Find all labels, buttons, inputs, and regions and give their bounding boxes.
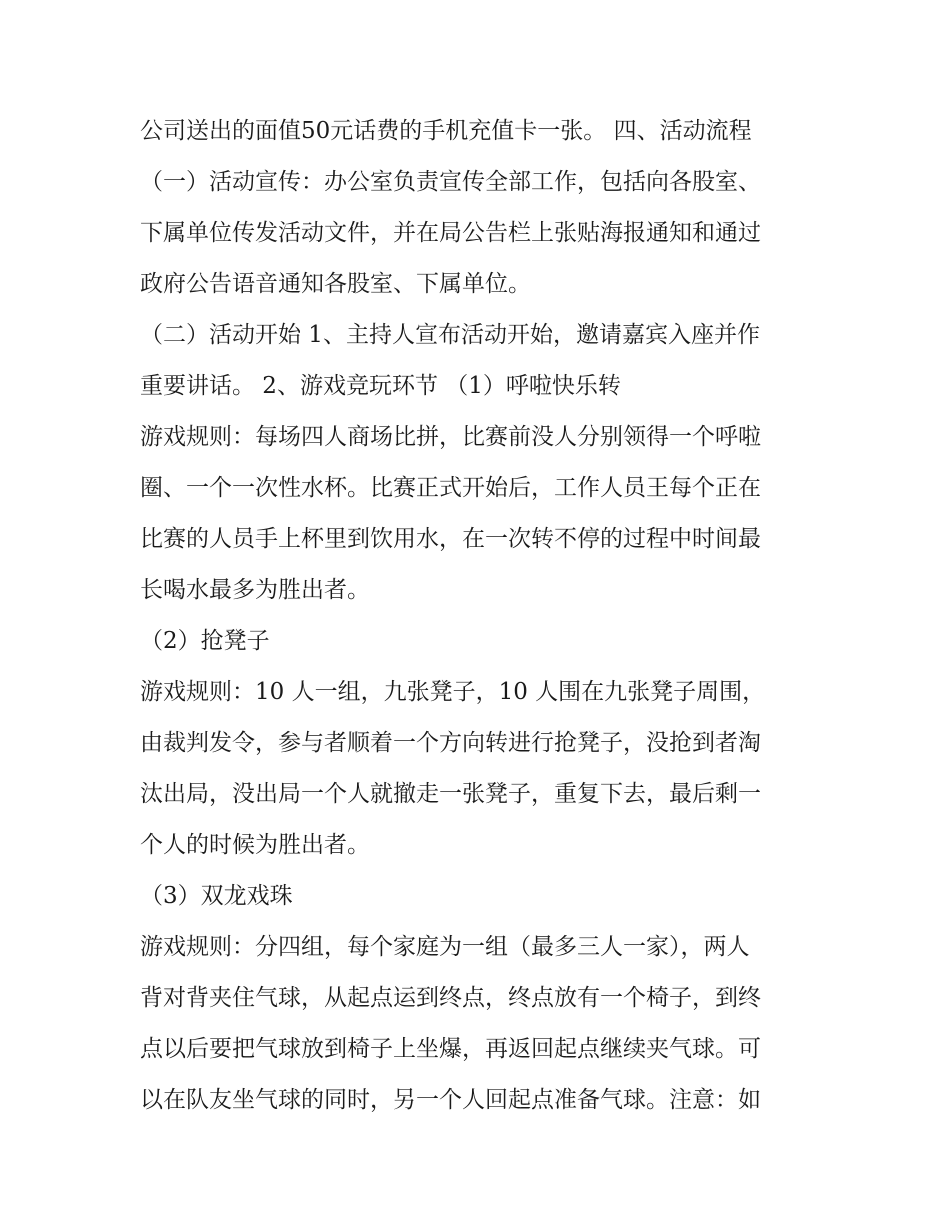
text-line: （一）活动宣传：办公室负责宣传全部工作，包括向各股室、 [140,169,761,195]
text-line: 汰出局，没出局一个人就撤走一张凳子，重复下去，最后剩一 [140,781,761,807]
text-line: 长喝水最多为胜出者。 [140,577,370,603]
text-line: 下属单位传发活动文件，并在局公告栏上张贴海报通知和通过 [140,220,761,246]
document-body [140,106,820,1126]
text-line: 政府公告语音通知各股室、下属单位。 [140,271,531,297]
text-line: 游戏规则：分四组，每个家庭为一组（最多三人一家），两人 [140,934,750,960]
text-line: 点以后要把气球放到椅子上坐爆，再返回起点继续夹气球。可 [140,1036,761,1062]
text-line: 公司送出的面值50元话费的手机充值卡一张。 四、活动流程 [140,118,752,144]
text-line: 游戏规则：每场四人商场比拼，比赛前没人分别领得一个呼啦 [140,424,761,450]
text-line: 圈、一个一次性水杯。比赛正式开始后，工作人员王每个正在 [140,475,761,501]
text-line: 以在队友坐气球的同时，另一个人回起点准备气球。注意：如 [140,1087,761,1113]
text-line: 游戏规则：10 人一组，九张凳子，10 人围在九张凳子周围， [140,679,766,705]
text-line: 比赛的人员手上杯里到饮用水，在一次转不停的过程中时间最 [140,526,761,552]
text-line: 个人的时候为胜出者。 [140,832,370,858]
text-line: （2）抢凳子 [140,628,270,654]
text-line: （3）双龙戏珠 [140,883,293,909]
text-line: 重要讲话。 2、游戏竞玩环节 （1）呼啦快乐转 [140,373,621,399]
text-line: 由裁判发令，参与者顺着一个方向转进行抢凳子，没抢到者淘 [140,730,761,756]
text-line: 背对背夹住气球，从起点运到终点，终点放有一个椅子，到终 [140,985,761,1011]
text-line: （二）活动开始 1、主持人宣布活动开始，邀请嘉宾入座并作 [140,322,760,348]
